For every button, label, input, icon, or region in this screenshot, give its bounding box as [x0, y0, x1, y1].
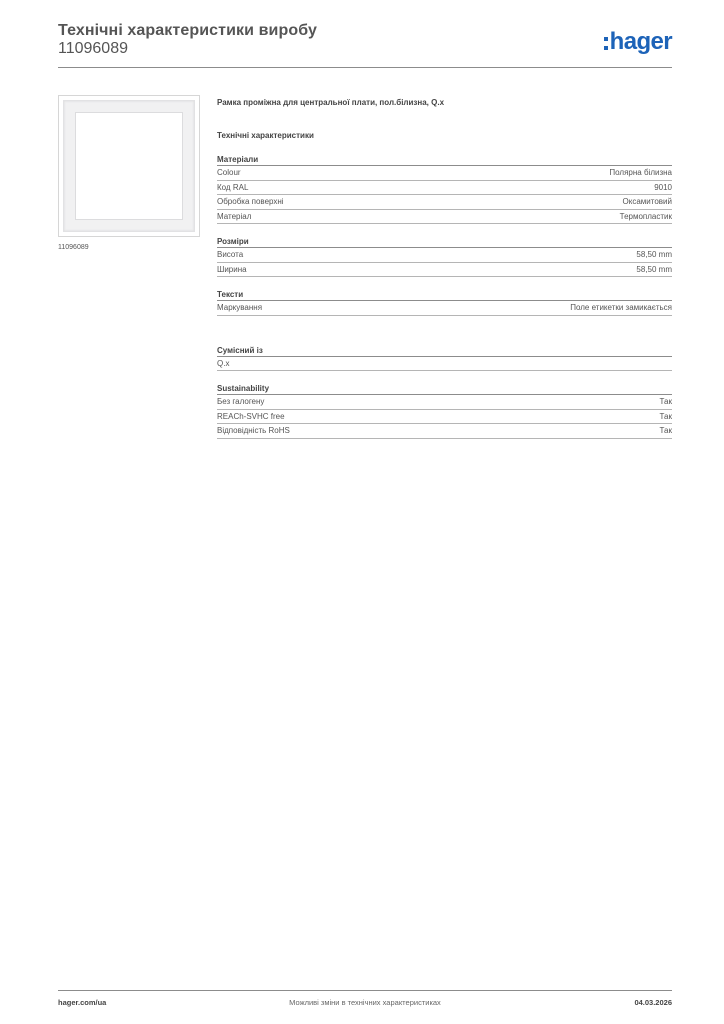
spec-value: Так	[659, 397, 672, 406]
footer-notice: Можливі зміни в технічних характеристиках	[289, 998, 441, 1007]
spec-row	[217, 166, 672, 181]
section-compatible	[217, 345, 672, 372]
spec-row	[217, 263, 672, 278]
spec-content	[217, 97, 672, 439]
spec-value: 58,50 mm	[636, 264, 672, 274]
spec-value: Так	[659, 411, 672, 421]
section-dimensions	[217, 236, 672, 277]
section-title: Сумісний із	[217, 345, 672, 357]
page-header	[58, 22, 672, 68]
section-title: Розміри	[217, 236, 672, 248]
section-title: Sustainability	[217, 383, 672, 395]
spec-label: Висота	[217, 250, 244, 259]
spec-row	[217, 181, 672, 196]
image-caption: 11096089	[58, 244, 89, 251]
product-name: Рамка проміжна для центральної плати, пол.білизна, Q.x	[217, 98, 445, 107]
section-texts	[217, 289, 672, 316]
spec-row	[217, 424, 672, 439]
frame-opening	[75, 112, 183, 220]
hager-logo	[604, 28, 672, 54]
spec-value: Так	[659, 426, 672, 435]
spec-value: 9010	[654, 182, 672, 192]
logo-dots-icon	[604, 37, 608, 50]
spec-value: Термопластик	[619, 211, 672, 221]
section-title: Тексти	[217, 289, 672, 301]
logo-text: hager	[609, 28, 672, 55]
spec-value: 58,50 mm	[636, 250, 672, 259]
spec-row	[217, 210, 672, 225]
page-footer	[58, 990, 672, 1012]
spec-label: Маркування	[217, 303, 263, 312]
spec-label: Обробка поверхні	[217, 197, 284, 206]
section-sustainability	[217, 383, 672, 439]
spec-label: Q.x	[217, 358, 230, 368]
spec-row	[217, 395, 672, 410]
spec-row	[217, 301, 672, 316]
spec-row	[217, 357, 672, 372]
spec-label: Ширина	[217, 264, 247, 274]
section-title: Матеріали	[217, 154, 672, 166]
spec-row	[217, 248, 672, 263]
spec-row	[217, 195, 672, 210]
spec-label: Colour	[217, 168, 241, 177]
footer-website: hager.com/ua	[58, 998, 107, 1007]
product-image	[58, 95, 200, 237]
spec-value: Полярна білизна	[609, 168, 672, 177]
spec-label: Відповідність RoHS	[217, 426, 290, 435]
footer-date: 04.03.2026	[634, 998, 672, 1007]
intermediate-frame-image	[63, 100, 195, 232]
spec-label: Без галогену	[217, 397, 265, 406]
section-materials	[217, 154, 672, 224]
spec-value: Поле етикетки замикається	[570, 303, 672, 312]
spec-value: Оксамитовий	[622, 197, 672, 206]
tech-heading: Технічні характеристики	[217, 131, 314, 140]
spec-label: Код RAL	[217, 182, 249, 192]
spec-row	[217, 410, 672, 425]
spec-label: REACh-SVHC free	[217, 411, 285, 421]
document-title: Технічні характеристики виробу	[58, 22, 317, 39]
spec-label: Матеріал	[217, 211, 252, 221]
document-number: 11096089	[58, 40, 128, 57]
